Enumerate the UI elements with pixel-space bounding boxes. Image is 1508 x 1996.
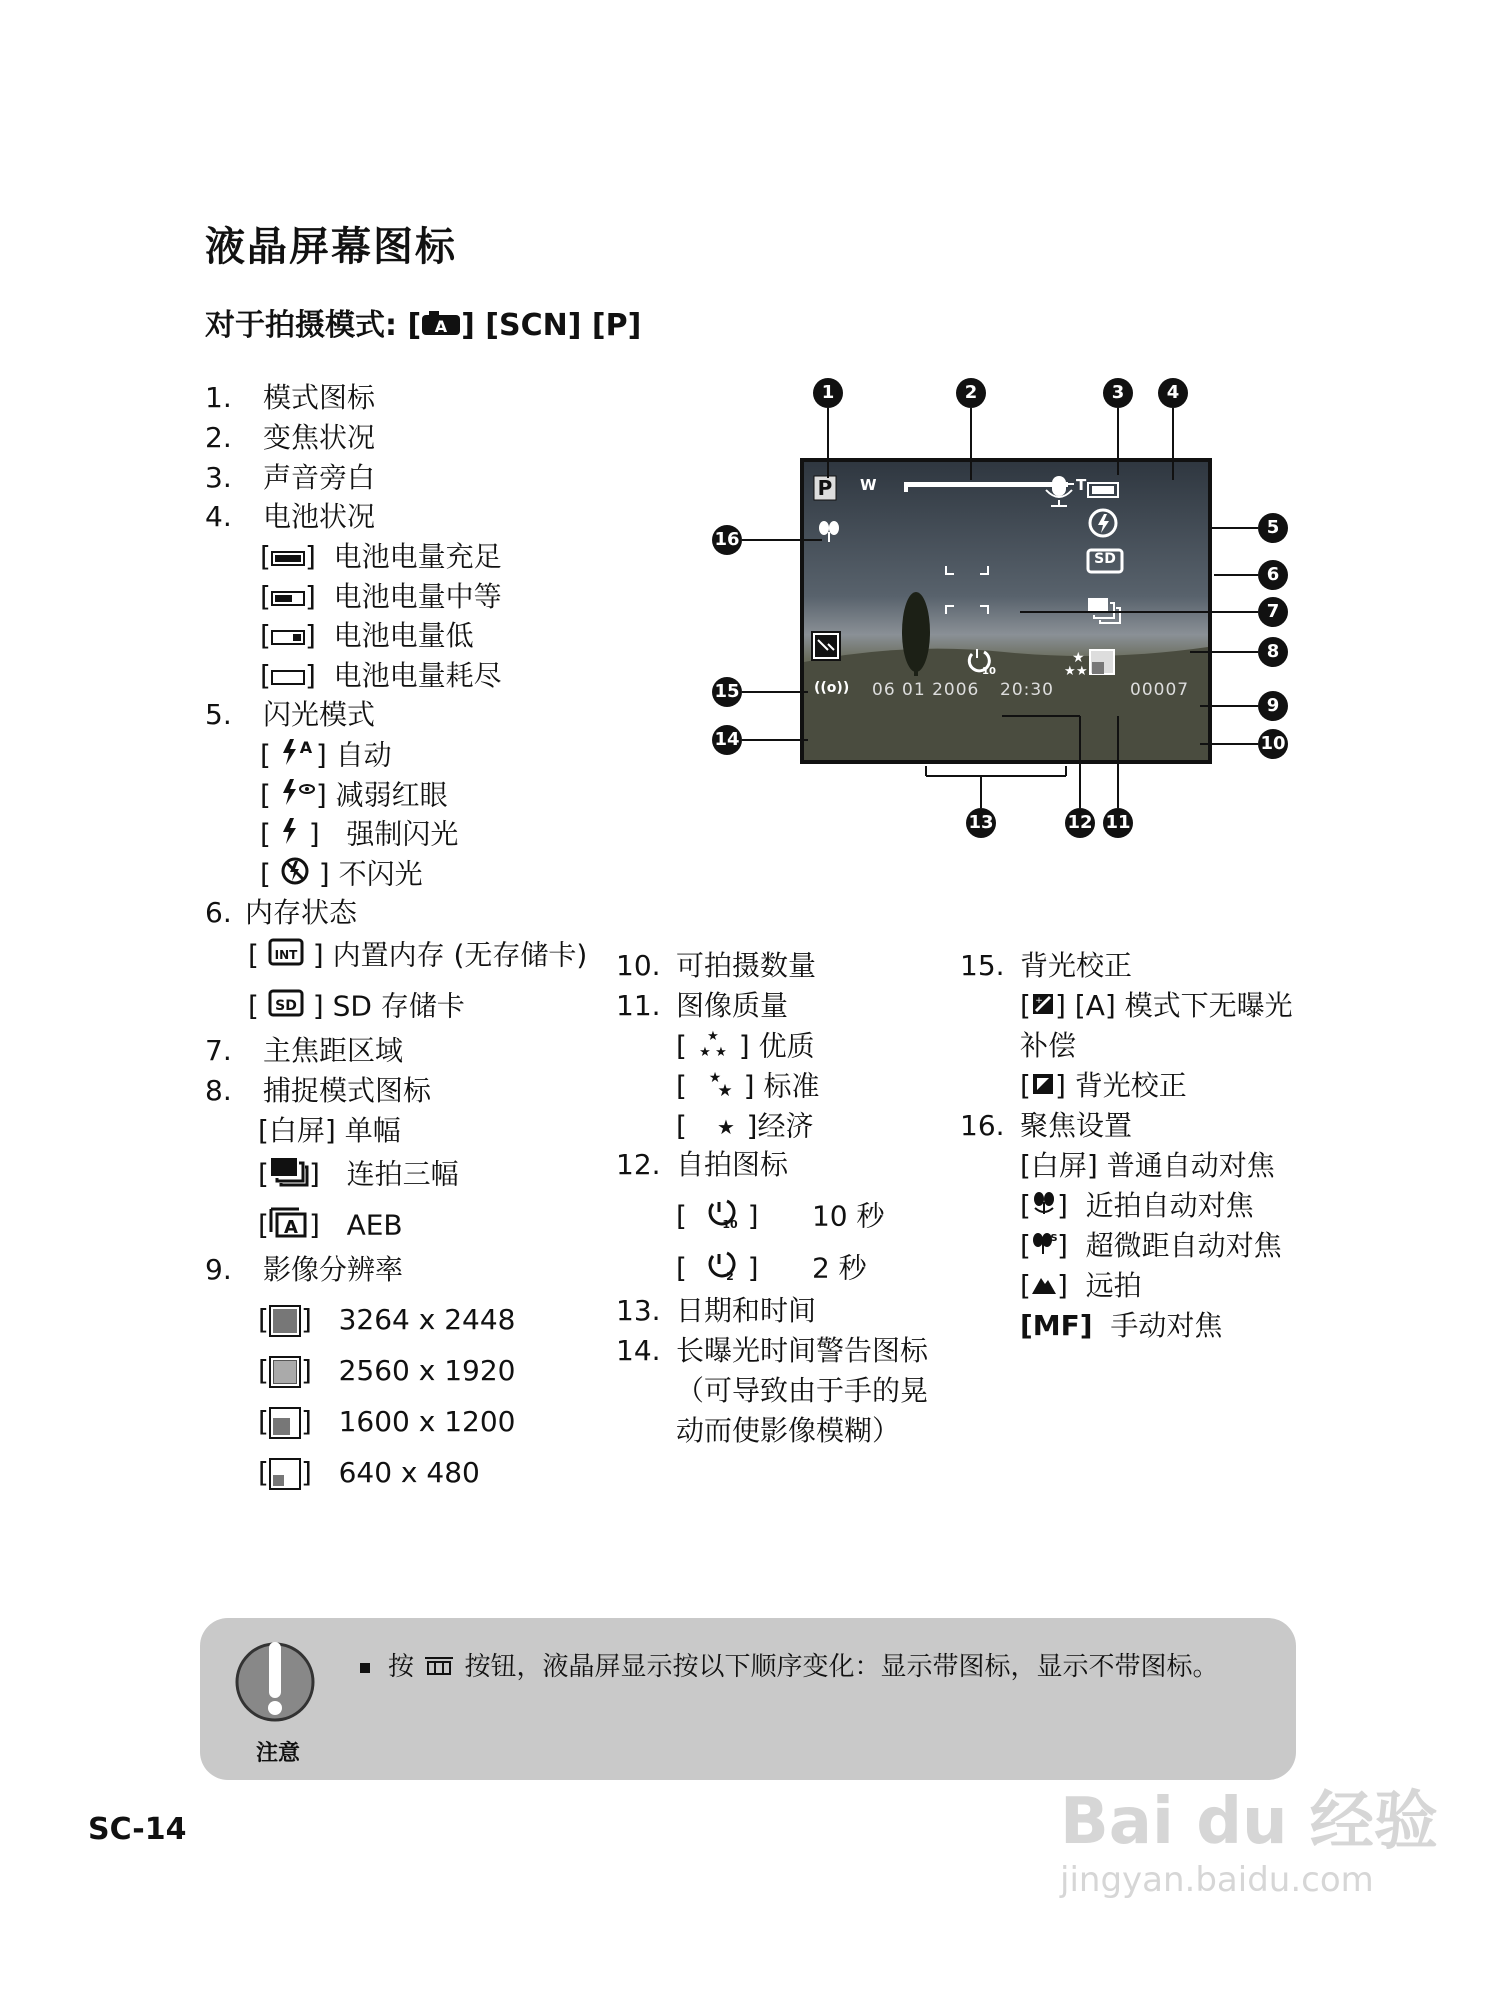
svg-text:★: ★ bbox=[699, 1045, 711, 1058]
callout-13: 13 bbox=[966, 808, 996, 838]
focus-manual-row: [MF] 手动对焦 bbox=[1020, 1309, 1223, 1342]
res-row-2: [ ] 2560 x 1920 bbox=[258, 1354, 516, 1387]
callout-9: 9 bbox=[1258, 691, 1288, 721]
battery-medium-row: [ ] 电池电量中等 bbox=[260, 580, 502, 613]
list-item-14-line3: 动而使影像模糊） bbox=[676, 1414, 901, 1447]
capture-burst-row: [ ] 连拍三幅 bbox=[258, 1155, 459, 1196]
svg-text:★: ★ bbox=[708, 1070, 722, 1086]
list-item-15: 15. 背光校正 bbox=[960, 949, 1133, 982]
focus-supermacro-row: [ S ] 超微距自动对焦 bbox=[1020, 1228, 1282, 1265]
backlight-off-row: [ + ] [A] 模式下无曝光 bbox=[1020, 988, 1293, 1025]
focus-infinity-row: [ ] 远拍 bbox=[1020, 1268, 1142, 1305]
note-box bbox=[200, 1618, 1296, 1780]
focus-normal-row: [白屏] 普通自动对焦 bbox=[1020, 1149, 1275, 1182]
list-item-1: 1. 模式图标 bbox=[205, 381, 376, 414]
lcd-shot-count: 00007 bbox=[1130, 680, 1190, 700]
res-row-3: [ ] 1600 x 1200 bbox=[258, 1405, 516, 1438]
callout-15: 15 bbox=[712, 677, 742, 707]
memory-internal-row: [ INT ] 内置内存 (无存储卡) bbox=[248, 937, 587, 976]
callout-12: 12 bbox=[1065, 808, 1095, 838]
callout-10: 10 bbox=[1258, 729, 1288, 759]
svg-text:S: S bbox=[1050, 1233, 1057, 1244]
quality-economy-row: [ ★ ]经济 bbox=[676, 1108, 813, 1147]
lcd-date: 06 01 2006 bbox=[872, 680, 980, 700]
list-item-2: 2. 变焦状况 bbox=[205, 421, 376, 454]
list-item-4: 4. 电池状况 bbox=[205, 500, 376, 533]
svg-text:★: ★ bbox=[1076, 664, 1088, 679]
svg-text:A: A bbox=[283, 1217, 298, 1238]
quality-normal-row: [ ★ ★ ] 标准 bbox=[676, 1068, 819, 1107]
battery-full-row: [ ] 电池电量充足 bbox=[260, 540, 502, 573]
flash-off-row: [ ] 不闪光 bbox=[260, 856, 423, 895]
svg-text:★: ★ bbox=[1064, 664, 1076, 679]
capture-single-row: [白屏] 单幅 bbox=[258, 1114, 401, 1147]
list-item-10: 10. 可拍摄数量 bbox=[616, 949, 817, 982]
list-item-7: 7. 主焦距区域 bbox=[205, 1034, 404, 1067]
list-item-5: 5. 闪光模式 bbox=[205, 698, 376, 731]
battery-low-row: [ ] 电池电量低 bbox=[260, 619, 474, 652]
res-row-4: [ ] 640 x 480 bbox=[258, 1456, 480, 1489]
callout-8: 8 bbox=[1258, 637, 1288, 667]
backlight-on-row: [ ] 背光校正 bbox=[1020, 1068, 1187, 1105]
lcd-timer-sub: 10 bbox=[982, 666, 996, 677]
callout-1: 1 bbox=[813, 378, 843, 408]
lcd-mode-label: P bbox=[817, 476, 833, 500]
timer-10-row: [ 10 ] 10 秒 bbox=[676, 1196, 885, 1239]
svg-text:10: 10 bbox=[722, 1218, 738, 1230]
list-item-3: 3. 声音旁白 bbox=[205, 461, 376, 494]
svg-text:SD: SD bbox=[274, 998, 297, 1014]
long-exposure-icon: ((o)) bbox=[814, 680, 850, 696]
callout-16: 16 bbox=[712, 525, 742, 555]
callout-2: 2 bbox=[956, 378, 986, 408]
svg-text:+: + bbox=[1035, 996, 1043, 1006]
note-label: 注意 bbox=[256, 1741, 301, 1766]
display-button-icon bbox=[422, 1650, 456, 1685]
callout-3: 3 bbox=[1103, 378, 1133, 408]
watermark-brand: Bai du 经验 bbox=[1060, 1785, 1438, 1859]
flash-auto-row: [ A ] 自动 bbox=[260, 737, 392, 776]
svg-text:A: A bbox=[299, 738, 313, 757]
list-item-6: 6. 内存状态 bbox=[205, 896, 358, 929]
battery-empty-row: [ ] 电池电量耗尽 bbox=[260, 659, 502, 692]
page-number: SC-14 bbox=[88, 1812, 187, 1847]
list-item-14-line2: （可导致由于手的晃 bbox=[676, 1374, 929, 1407]
callout-5: 5 bbox=[1258, 513, 1288, 543]
callout-7: 7 bbox=[1258, 597, 1288, 627]
callout-4: 4 bbox=[1158, 378, 1188, 408]
watermark-url: jingyan.baidu.com bbox=[1060, 1860, 1374, 1900]
subtitle-mid: ] [SCN] [P] bbox=[461, 308, 642, 343]
focus-macro-row: [ ] 近拍自动对焦 bbox=[1020, 1188, 1254, 1225]
svg-text:★: ★ bbox=[1072, 650, 1085, 666]
svg-text:INT: INT bbox=[274, 948, 298, 962]
note-text: 按 按钮，液晶屏显示按以下顺序变化：显示带图标，显示不带图标。 bbox=[360, 1646, 1219, 1685]
page-title: 液晶屏幕图标 bbox=[205, 224, 457, 270]
list-item-14: 14. 长曝光时间警告图标 bbox=[616, 1334, 929, 1367]
warning-icon bbox=[234, 1634, 316, 1736]
list-item-12: 12. 自拍图标 bbox=[616, 1148, 789, 1181]
res-row-1: [ ] 3264 x 2448 bbox=[258, 1303, 516, 1336]
zoom-t-label: T bbox=[1076, 476, 1087, 494]
svg-text:★: ★ bbox=[715, 1045, 727, 1058]
svg-text:A: A bbox=[434, 317, 448, 336]
svg-text:2: 2 bbox=[725, 1270, 734, 1282]
zoom-w-label: W bbox=[860, 476, 877, 494]
quality-fine-row: [ ★ ★ ★ ] 优质 bbox=[676, 1028, 815, 1067]
list-item-13: 13. 日期和时间 bbox=[616, 1294, 817, 1327]
list-item-16: 16. 聚焦设置 bbox=[960, 1109, 1133, 1142]
list-item-8: 8. 捕捉模式图标 bbox=[205, 1074, 432, 1107]
callout-11: 11 bbox=[1103, 808, 1133, 838]
list-item-9: 9. 影像分辨率 bbox=[205, 1253, 404, 1286]
callout-14: 14 bbox=[712, 725, 742, 755]
list-item-11: 11. 图像质量 bbox=[616, 989, 789, 1022]
lcd-time: 20:30 bbox=[1000, 680, 1054, 700]
backlight-off-line2: 补偿 bbox=[1020, 1029, 1077, 1062]
svg-text:★: ★ bbox=[717, 1081, 733, 1098]
flash-forced-row: [ ] 强制闪光 bbox=[260, 816, 458, 855]
flash-redeye-row: [ ] 减弱红眼 bbox=[260, 777, 448, 816]
capture-aeb-row: [ A ] AEB bbox=[258, 1206, 403, 1247]
subtitle-prefix: 对于拍摄模式: [ bbox=[205, 308, 422, 343]
lcd-card-label: SD bbox=[1094, 551, 1116, 567]
bullet bbox=[360, 1663, 370, 1673]
svg-text:★: ★ bbox=[707, 1029, 719, 1044]
callout-6: 6 bbox=[1258, 560, 1288, 590]
svg-text:★: ★ bbox=[716, 1115, 735, 1138]
memory-sd-row: [ SD ] SD 存储卡 bbox=[248, 988, 465, 1027]
timer-2-row: [ 2 ] 2 秒 bbox=[676, 1248, 867, 1291]
